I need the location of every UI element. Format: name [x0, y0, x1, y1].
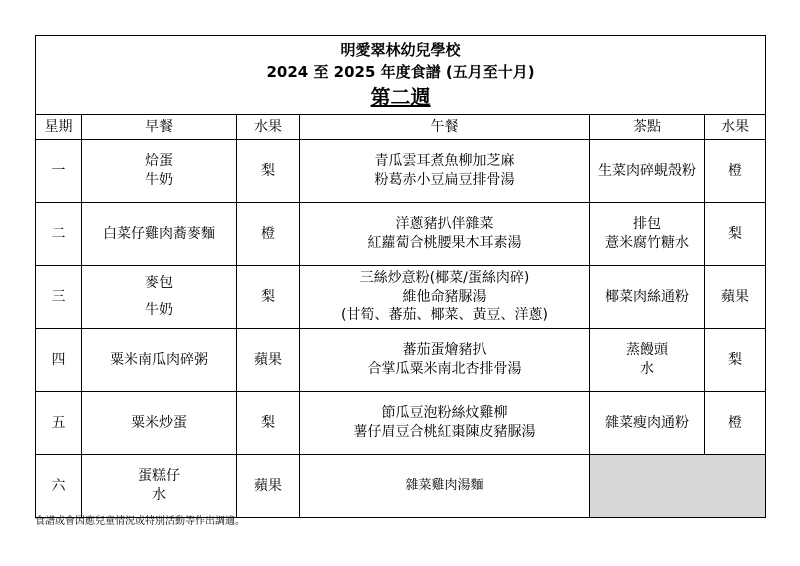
lunch-cell — [300, 455, 590, 518]
header-row — [36, 115, 766, 140]
breakfast-item: 水 — [152, 487, 166, 503]
col-header-fruit-2: 水果 — [705, 115, 766, 140]
lunch-item: 三絲炒意粉(椰菜/蛋絲肉碎) — [359, 269, 530, 286]
col-header-fruit: 水果 — [237, 115, 300, 140]
table-row — [36, 455, 766, 518]
lunch-cell — [300, 392, 590, 455]
breakfast-item: 蛋糕仔 — [138, 468, 180, 485]
fruit-cell-2: 梨 — [705, 203, 766, 266]
breakfast-cell — [82, 455, 237, 518]
lunch-item: 青瓜雲耳煮魚柳加芝麻 — [374, 153, 515, 170]
tea-item: 雜菜瘦肉通粉 — [605, 414, 689, 431]
tea-item: 排包 — [633, 216, 661, 233]
col-header-lunch: 午餐 — [300, 115, 590, 140]
breakfast-item: 粟米炒蛋 — [131, 414, 187, 431]
breakfast-cell — [82, 140, 237, 203]
lunch-item: 粉葛赤小豆扁豆排骨湯 — [374, 172, 515, 188]
tea-item: 薏米腐竹糖水 — [605, 235, 689, 251]
table-row — [36, 266, 766, 329]
day-cell: 六 — [36, 455, 82, 518]
title-block — [36, 36, 766, 115]
breakfast-cell — [82, 266, 237, 329]
lunch-cell — [300, 266, 590, 329]
table-row — [36, 203, 766, 266]
fruit-cell: 梨 — [237, 266, 300, 329]
day-cell: 二 — [36, 203, 82, 266]
table-row — [36, 140, 766, 203]
fruit-cell-2: 橙 — [705, 392, 766, 455]
breakfast-item: 白菜仔雞肉蕎麥麵 — [103, 225, 215, 242]
fruit-cell-2: 蘋果 — [705, 266, 766, 329]
breakfast-cell — [82, 392, 237, 455]
day-cell: 四 — [36, 329, 82, 392]
footnote: 食譜或會因應兒童情況或特別活動等作出調適。 — [35, 516, 245, 527]
year-line: 2024 至 2025 年度食譜 (五月至十月) — [266, 63, 535, 81]
tea-cell — [590, 266, 705, 329]
school-name: 明愛翠林幼兒學校 — [340, 41, 461, 60]
fruit-cell-2: 橙 — [705, 140, 766, 203]
lunch-item: 紅蘿蔔合桃腰果木耳素湯 — [367, 235, 522, 251]
col-header-tea: 茶點 — [590, 115, 705, 140]
fruit-cell: 蘋果 — [237, 329, 300, 392]
fruit-cell: 梨 — [237, 392, 300, 455]
week-title: 第二週 — [370, 84, 431, 109]
breakfast-item: 牛奶 — [145, 302, 173, 318]
table-row — [36, 329, 766, 392]
tea-item: 生菜肉碎蜆殼粉 — [598, 162, 696, 179]
menu-table — [35, 35, 766, 518]
lunch-item: 維他命豬脲湯 — [402, 288, 487, 305]
lunch-cell — [300, 203, 590, 266]
tea-cell — [590, 392, 705, 455]
breakfast-item: 牛奶 — [145, 172, 173, 188]
tea-cell — [590, 203, 705, 266]
fruit-cell: 梨 — [237, 140, 300, 203]
lunch-item: (甘筍、蕃茄、椰菜、黃豆、洋蔥) — [341, 307, 548, 324]
menu-sheet — [35, 35, 765, 518]
fruit-cell-2: 梨 — [705, 329, 766, 392]
tea-cell — [590, 329, 705, 392]
tea-item: 水 — [640, 361, 654, 377]
breakfast-cell — [82, 203, 237, 266]
lunch-item: 雜菜雞肉湯麵 — [405, 478, 484, 494]
col-header-day: 星期 — [36, 115, 82, 140]
col-header-breakfast: 早餐 — [82, 115, 237, 140]
lunch-item: 合掌瓜粟米南北杏排骨湯 — [367, 361, 522, 377]
breakfast-cell — [82, 329, 237, 392]
fruit-cell: 橙 — [237, 203, 300, 266]
lunch-item: 薯仔眉豆合桃紅棗陳皮豬脲湯 — [353, 424, 536, 440]
breakfast-item: 烚蛋 — [145, 153, 173, 170]
tea-cell — [590, 140, 705, 203]
tea-item: 蒸饅頭 — [626, 342, 668, 359]
empty-shaded-cell — [590, 455, 766, 518]
lunch-cell — [300, 140, 590, 203]
lunch-item: 洋蔥豬扒伴雜菜 — [395, 216, 494, 233]
table-row — [36, 392, 766, 455]
lunch-item: 節瓜豆泡粉絲炆雞柳 — [381, 405, 508, 422]
day-cell: 三 — [36, 266, 82, 329]
fruit-cell: 蘋果 — [237, 455, 300, 518]
breakfast-item: 麥包 — [145, 275, 173, 292]
lunch-item: 蕃茄蛋燴豬扒 — [402, 342, 487, 359]
breakfast-item: 粟米南瓜肉碎粥 — [110, 351, 208, 368]
day-cell: 五 — [36, 392, 82, 455]
day-cell: 一 — [36, 140, 82, 203]
lunch-cell — [300, 329, 590, 392]
tea-item: 椰菜肉絲通粉 — [605, 288, 689, 305]
